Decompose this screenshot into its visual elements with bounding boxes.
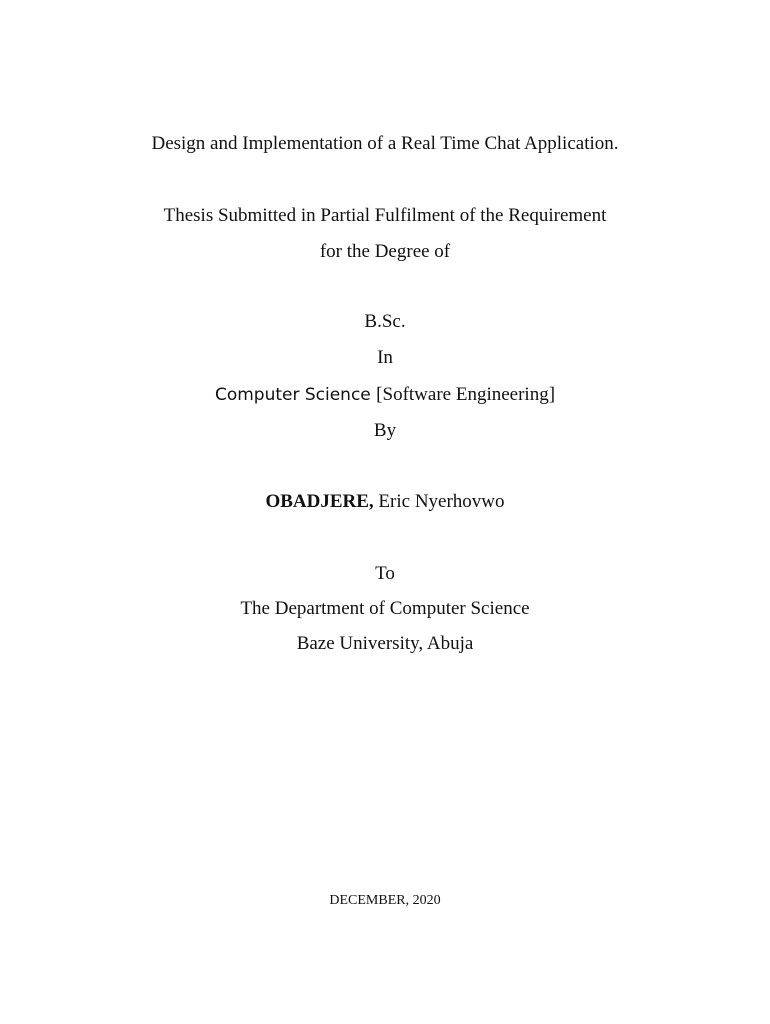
field-main: Computer Science bbox=[214, 385, 377, 405]
to-label: To bbox=[375, 563, 395, 584]
submission-statement-line-1: Thesis Submitted in Partial Fulfilment of the Requirement bbox=[163, 205, 607, 226]
field-of-study bbox=[0, 383, 770, 407]
author-given-names: Eric Nyerhovwo bbox=[373, 491, 505, 512]
author-surname: OBADJERE, bbox=[265, 491, 374, 512]
by-label: By bbox=[373, 420, 397, 441]
thesis-title: Design and Implementation of a Real Time Chat Application. bbox=[151, 133, 619, 154]
submission-statement-line-2: for the Degree of bbox=[319, 241, 451, 262]
in-label: In bbox=[377, 347, 393, 368]
field-specialization: [Software Engineering] bbox=[376, 384, 556, 405]
university-name: Baze University, Abuja bbox=[296, 633, 474, 654]
submission-date: DECEMBER, 2020 bbox=[329, 893, 441, 908]
author-name bbox=[0, 490, 770, 514]
degree-name: B.Sc. bbox=[364, 311, 406, 332]
department-name: The Department of Computer Science bbox=[240, 598, 530, 619]
